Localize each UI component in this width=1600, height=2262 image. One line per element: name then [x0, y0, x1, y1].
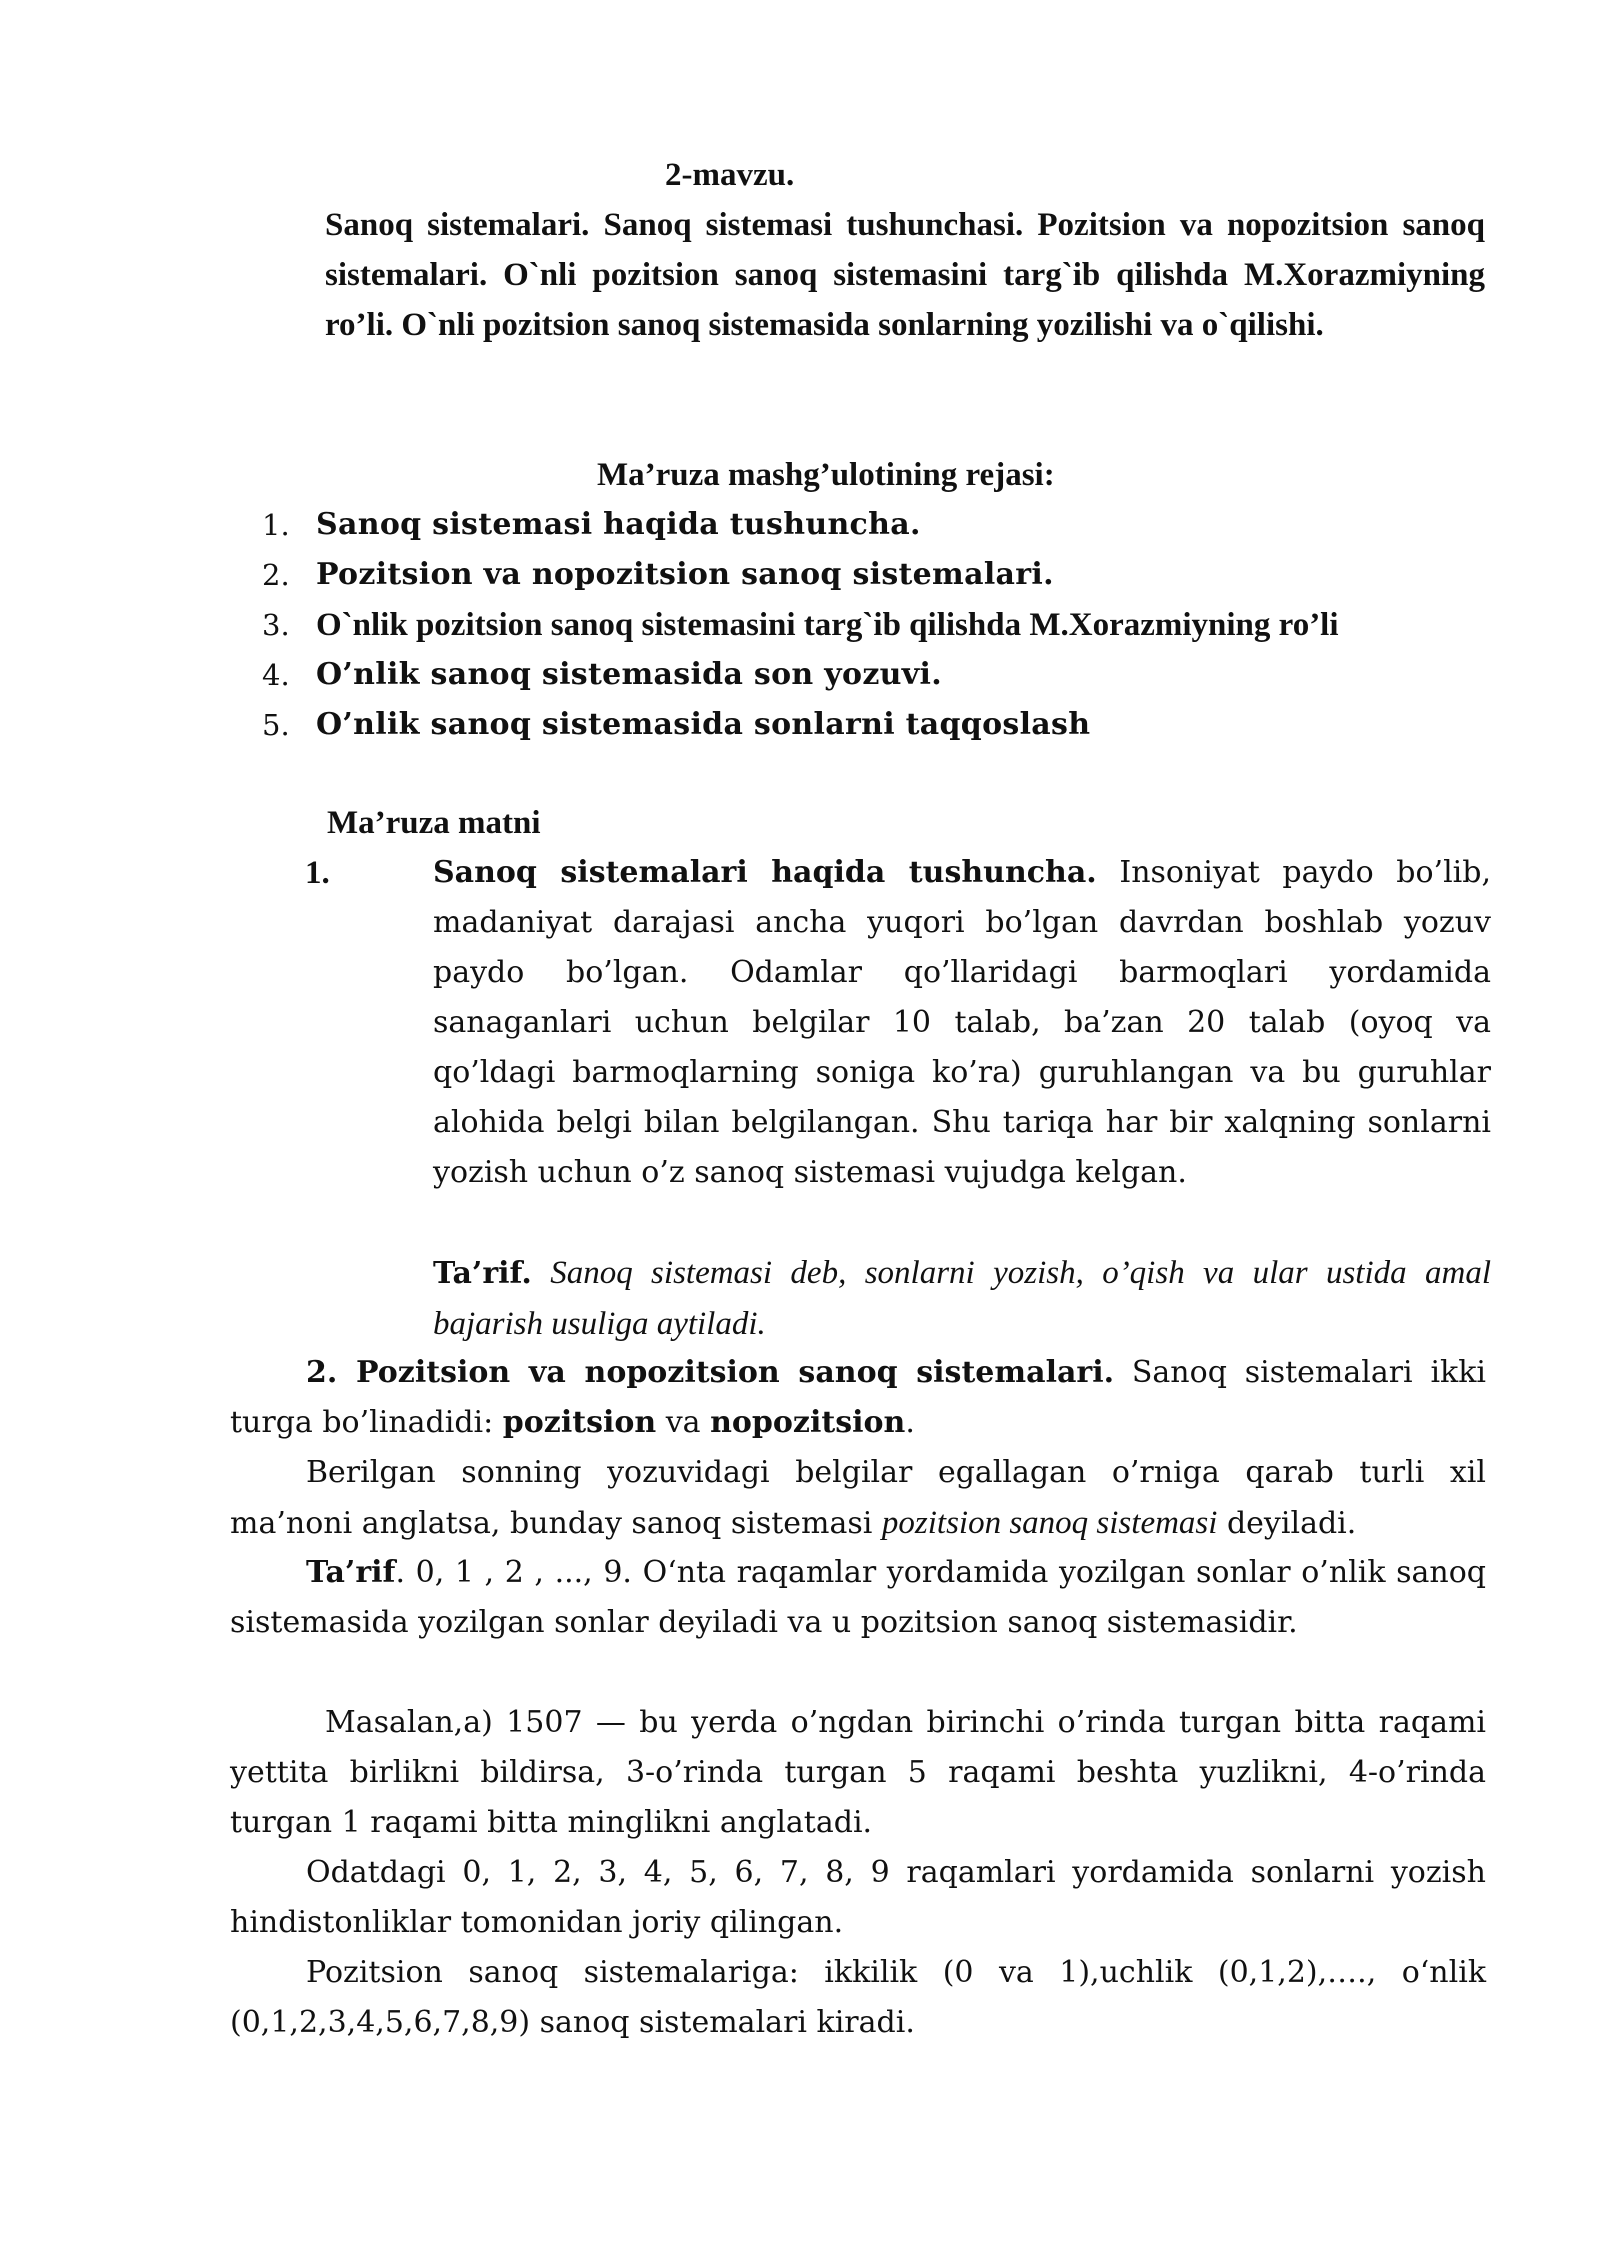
- paragraph-berilgan-end: deyiladi.: [1217, 1506, 1357, 1541]
- plan-item-number: 4.: [262, 658, 290, 692]
- section-1-body: [433, 848, 1491, 1198]
- definition-2-text: . 0, 1 , 2 , ..., 9. O‘nta raqamlar yordamida yozilgan sonlar o’nlik sanoq sistemasida yozilgan sonlar deyiladi va u pozitsion sanoq sistemasidir.: [230, 1555, 1486, 1640]
- plan-item: [262, 650, 1502, 700]
- paragraph-odatdagi: Odatdagi 0, 1, 2, 3, 4, 5, 6, 7, 8, 9 raqamlari yordamida sonlarni yozish hindistonliklar tomonidan joriy qilingan.: [230, 1855, 1486, 1940]
- plan-item-text: O’nlik sanoq sistemasida son yozuvi.: [316, 657, 942, 692]
- paragraph-berilgan-term: pozitsion sanoq sistemasi: [881, 1505, 1218, 1541]
- plan-item-text: Sanoq sistemasi haqida tushuncha.: [316, 507, 921, 542]
- plan-item: [262, 700, 1502, 750]
- section-2-title: 2. Pozitsion va nopozitsion sanoq sistemalari.: [306, 1355, 1115, 1390]
- plan-item: [262, 500, 1502, 550]
- plan-item-number: 5.: [262, 708, 290, 742]
- paragraph-berilgan: [230, 1448, 1486, 1549]
- section-2-end: .: [905, 1405, 915, 1440]
- plan-item: [262, 600, 1502, 650]
- topic-heading: Sanoq sistemalari. Sanoq sistemasi tushunchasi. Pozitsion va nopozitsion sanoq sistemalari. O`nli pozitsion sanoq sistemasini targ`ib qilishda M.Xorazmiyning ro’li. O`nli pozitsion sanoq sistemasida sonlarning yozilishi va o`qilishi.: [325, 207, 1485, 343]
- plan-item: [262, 550, 1502, 600]
- plan-item-number: 1.: [262, 508, 290, 542]
- section-1-text: Insoniyat paydo bo’lib, madaniyat darajasi ancha yuqori bo’lgan davrdan boshlab yozuv paydo bo’lgan. Odamlar qo’llaridagi barmoqlari yordamida sanaganlari uchun belgilar 10 talab, ba’zan 20 talab (oyoq va qo’ldagi barmoqlarning soniga ko’ra) guruhlangan va bu guruhlar alohida belgi bilan belgilangan. Shu tariqa har bir xalqning sonlarni yozish uchun o’z sanoq sistemasi vujudga kelgan.: [433, 855, 1492, 1190]
- section-2: [230, 1348, 1486, 1448]
- plan-item-number: 2.: [262, 558, 290, 592]
- definition-1-text: Sanoq sistemasi deb, sonlarni yozish, o’qish va ular ustida amal bajarish usuliga aytiladi.: [433, 1255, 1491, 1342]
- definition-1: [433, 1248, 1491, 1349]
- section-1-number: 1.: [305, 855, 330, 891]
- plan-title: Ma’ruza mashg’ulotining rejasi:: [597, 457, 1055, 493]
- paragraph-masalan: Masalan,a) 1507 — bu yerda o’ngdan birinchi o’rinda turgan bitta raqami yettita birlikni bildirsa, 3-o’rinda turgan 5 raqami beshta yuzlikni, 4-o’rinda turgan 1 raqami bitta minglikni anglatadi.: [230, 1705, 1486, 1840]
- section-1-title: Sanoq sistemalari haqida tushuncha.: [433, 855, 1097, 890]
- definition-1-label: Ta’rif.: [433, 1256, 532, 1291]
- lecture-text-title: Ma’ruza matni: [327, 805, 541, 841]
- plan-list: [262, 500, 1502, 750]
- section-2-text: Sanoq sistemalari ikki turga bo’linadidi:: [230, 1355, 1487, 1440]
- topic-number: 2-mavzu.: [665, 157, 795, 193]
- plan-item-number: 3.: [262, 608, 290, 642]
- definition-2: [230, 1548, 1486, 1648]
- plan-item-text: Pozitsion va nopozitsion sanoq sistemalari.: [316, 557, 1054, 592]
- plan-item-text: O’nlik sanoq sistemasida sonlarni taqqoslash: [316, 707, 1091, 742]
- paragraph-pozitsion: Pozitsion sanoq sistemalariga: ikkilik (0 va 1),uchlik (0,1,2),…., o‘nlik (0,1,2,3,4,5,6,7,8,9) sanoq sistemalari kiradi.: [230, 1955, 1486, 2040]
- plan-item-text: O`nlik pozitsion sanoq sistemasini targ`ib qilishda M.Xorazmiyning ro’li: [316, 607, 1339, 643]
- paragraph-berilgan-text: Berilgan sonning yozuvidagi belgilar egallagan o’rniga qarab turli xil ma’noni anglatsa, bunday sanoq sistemasi: [230, 1455, 1486, 1541]
- definition-2-label: Ta’rif: [306, 1555, 396, 1590]
- section-2-term-nopozitsion: nopozitsion: [710, 1405, 906, 1440]
- section-2-mid: va: [656, 1405, 711, 1440]
- section-2-term-pozitsion: pozitsion: [502, 1405, 657, 1440]
